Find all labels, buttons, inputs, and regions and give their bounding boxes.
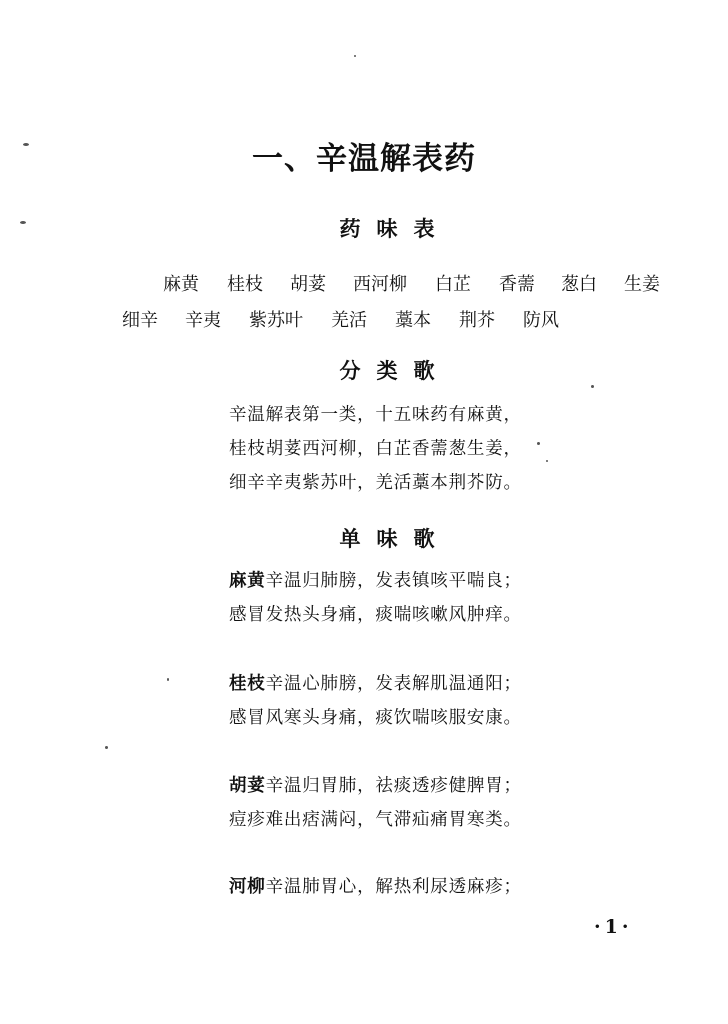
herb-song-he-liu (229, 870, 522, 904)
poem-line: 辛温解表第一类，十五味药有麻黄， (229, 405, 522, 425)
drug-name: 防风 (523, 310, 559, 331)
poem-line: 感冒风寒头身痛，痰饮喘咳服安康。 (229, 708, 522, 728)
scan-speck (537, 442, 540, 445)
drug-name: 西河柳 (353, 274, 407, 295)
chapter-title: 一、辛温解表药 (252, 141, 476, 177)
poem-line (229, 564, 522, 598)
poem-text: 辛温肺胃心，解热利尿透麻疹； (265, 877, 522, 897)
single-herb-song-heading: 单味歌 (339, 527, 451, 551)
drug-name: 细辛 (122, 310, 158, 331)
poem-line: 细辛辛夷紫苏叶，羌活藁本荆芥防。 (229, 473, 522, 493)
poem-line: 桂枝胡荽西河柳，白芷香薷葱生姜， (229, 439, 522, 459)
drug-name: 麻黄 (163, 274, 199, 295)
herb-name: 胡荽 (229, 776, 266, 796)
herb-name: 桂枝 (229, 674, 266, 694)
herb-name: 麻黄 (229, 571, 266, 591)
poem-text: 辛温心肺膀，发表解肌温通阳； (265, 674, 522, 694)
page-number: ·1· (594, 916, 633, 938)
scan-speck (105, 746, 108, 749)
drug-list-heading: 药味表 (339, 217, 451, 241)
scan-speck (591, 385, 594, 388)
drug-list-row-2 (122, 306, 559, 332)
drug-name: 藁本 (395, 310, 431, 331)
poem-line (229, 769, 522, 803)
drug-name: 荆芥 (459, 310, 495, 331)
drug-name: 生姜 (624, 274, 660, 295)
herb-song-gui-zhi (229, 667, 522, 735)
drug-name: 羌活 (331, 310, 367, 331)
classification-song (229, 398, 522, 500)
drug-list-row-1 (163, 270, 660, 296)
drug-name: 白芷 (435, 274, 471, 295)
drug-name: 辛夷 (185, 310, 221, 331)
poem-line: 感冒发热头身痛，痰喘咳嗽风肿痒。 (229, 605, 522, 625)
poem-line (229, 667, 522, 701)
poem-line (229, 870, 522, 904)
herb-song-ma-huang (229, 564, 522, 632)
poem-line: 痘疹难出痞满闷，气滞疝痛胃寒类。 (229, 810, 522, 830)
herb-song-hu-sui (229, 769, 522, 837)
scan-speck (354, 55, 356, 57)
classification-song-heading: 分类歌 (339, 359, 451, 383)
drug-name: 紫苏叶 (249, 310, 303, 331)
scan-speck (167, 678, 169, 681)
scan-speck (546, 460, 548, 462)
drug-name: 桂枝 (227, 274, 263, 295)
drug-name: 葱白 (561, 274, 597, 295)
herb-name: 河柳 (229, 877, 266, 897)
drug-name: 香薷 (499, 274, 535, 295)
drug-name: 胡荽 (290, 274, 326, 295)
poem-text: 辛温归肺膀，发表镇咳平喘良； (265, 571, 522, 591)
poem-text: 辛温归胃肺，祛痰透疹健脾胃； (265, 776, 522, 796)
